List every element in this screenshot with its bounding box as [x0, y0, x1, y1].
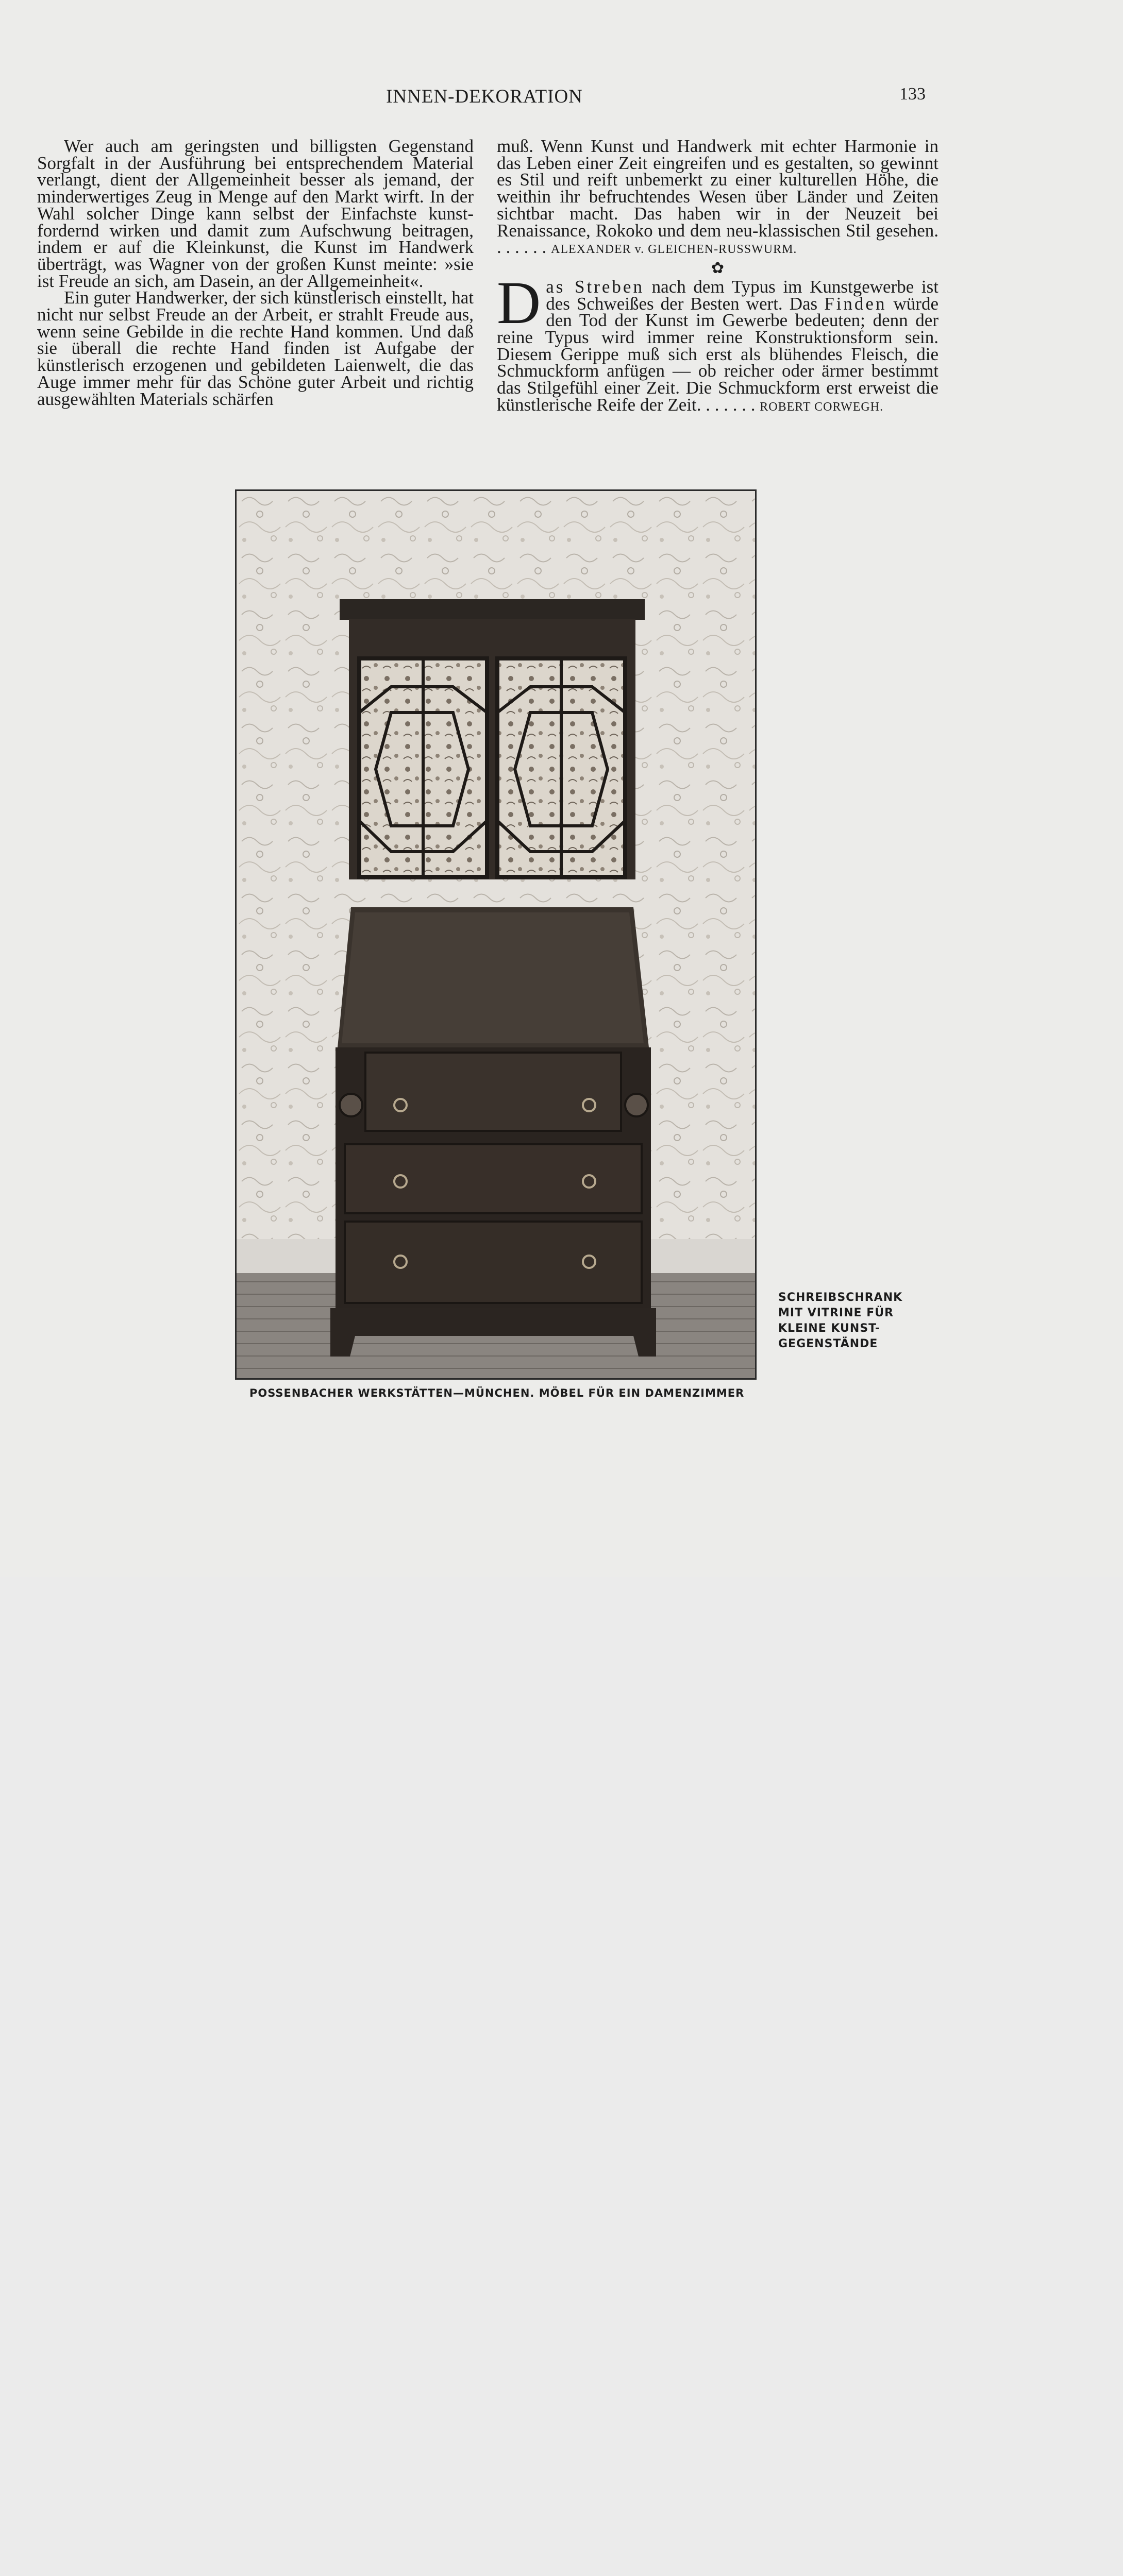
digitization-footer [0, 1577, 1123, 1659]
figure-bottom-caption: POSSENBACHER WERKSTÄTTEN—MÜNCHEN. MÖBEL FÜR EIN DAMENZIMMER [249, 1387, 745, 1399]
right-paragraph-2-text-b: würde den Tod der Kunst im Gewerbe bedeuten; denn der reine Typus wird immer reine Konstruktionsform sein. Diesem Gerippe muß sich erst als blühendes Fleisch, die Schmuckform anfügen — ob reicher oder ärmer bestimmt das Stilgefühl einer Zeit. Die Schmuckform erst erweist die künstlerische Reife der Zeit. . . . . . . [497, 293, 938, 415]
spaced-word-finden: Finden [824, 293, 887, 314]
side-caption-line: MIT VITRINE FÜR [778, 1307, 894, 1319]
side-caption-line: SCHREIBSCHRANK [778, 1291, 903, 1304]
right-paragraph-1-text: muß. Wenn Kunst und Handwerk mit echter Harmonie in das Leben einer Zeit eingreifen und es gestalten, so gewinnt es Stil und reift unbemerkt zu einer kulturellen Höhe, die weithin ihr befruchtendes Wesen über Länder und Zeiten sichtbar macht. Das haben wir in der Neuzeit bei Renaissance, Rokoko und dem neu-klassischen Stil gesehen. . . . . . . [497, 136, 938, 258]
left-paragraph-1: Wer auch am geringsten und billigsten Gegenstand Sorgfalt in der Ausführung bei entsprechendem Material verlangt, dient der Allgemeinheit besser als jemand, der minderwertiges Zeug in Menge auf den Markt wirft. In der Wahl solcher Dinge kann selbst der Einfachste kunstfordernd wirken und damit zum Aufschwung beitragen, indem er auf die Kleinkunst, die Kunst im Handwerk überträgt, was Wagner von der großen Kunst meinte: »sie ist Freude an sich, am Dasein, an der Allgemeinheit«. [37, 136, 474, 291]
running-title: INNEN-DEKORATION [386, 86, 583, 107]
secretary-cabinet-illustration [237, 491, 755, 1378]
right-text-column [497, 138, 938, 416]
side-caption-line: GEGENSTÄNDE [778, 1337, 878, 1350]
figure-side-caption [778, 1290, 912, 1352]
right-paragraph-1 [497, 138, 938, 258]
drop-cap: D [497, 268, 541, 336]
furniture-photograph [235, 489, 757, 1380]
left-paragraph-2: Ein guter Handwerker, der sich künstlerisch einstellt, hat nicht nur selbst Freude an der Arbeit, er strahlt Freude aus, wenn seine Gebilde in die rechte Hand kommen. Und daß sie überall die rechte Hand finden ist Aufgabe der künstlerisch erzogenen und gebildeten Laienwelt, die das Auge immer mehr für das Schöne guter Arbeit und richtig ausgewählten Materials schärfen [37, 287, 474, 409]
page-number: 133 [899, 84, 926, 104]
author-signature-2: ROBERT CORWEGH. [760, 400, 884, 414]
ornament-flower-icon: ✿ [711, 259, 725, 277]
right-paragraph-2 [497, 268, 938, 416]
author-signature-1: ALEXANDER v. GLEICHEN-RUSSWURM. [551, 243, 797, 257]
spaced-phrase-streben: as Streben [546, 276, 644, 297]
left-text-column [37, 138, 474, 408]
right-paragraph-2-text-a: nach dem Typus im Kunstgewerbe ist des Schweißes der Besten wert. Das [546, 276, 938, 314]
side-caption-line: KLEINE KUNST- [778, 1322, 881, 1335]
